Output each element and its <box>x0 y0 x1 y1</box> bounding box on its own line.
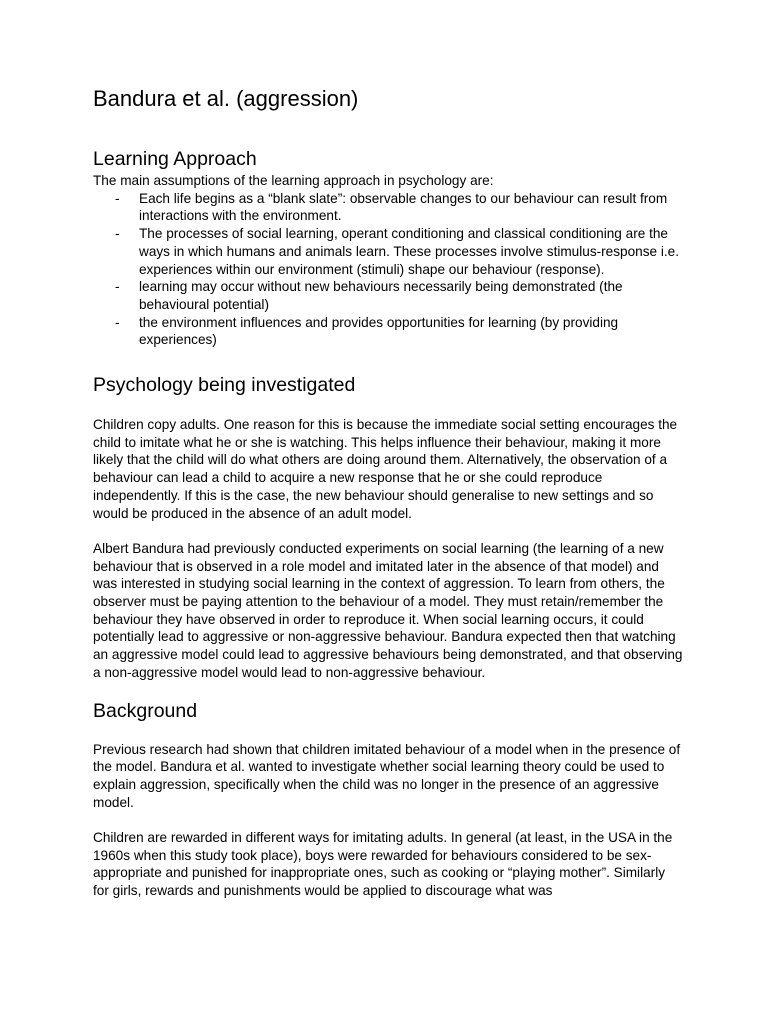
list-item <box>93 190 683 225</box>
list-item <box>93 225 683 278</box>
list-item <box>93 278 683 313</box>
bullet-dash: - <box>115 226 120 242</box>
paragraph: Children are rewarded in different ways for imitating adults. In general (at least, in the USA in the 1960s when this study took place), boys were rewarded for behaviours considered to be sex-appropriate and punished for inappropriate ones, such as cooking or “playing mother”. Similarly for girls, rewards and punishments would be applied to discourage what was <box>93 830 673 899</box>
paragraph: Albert Bandura had previously conducted experiments on social learning (the learning of a new behaviour that is observed in a role model and imitated later in the absence of that model) and was interested in studying social learning in the context of aggression. To learn from others, the observer must be paying attention to the behaviour of a model. They must retain/remember the behaviour they have observed in order to reproduce it. When social learning occurs, it could potentially lead to aggressive or non-aggressive behaviour. Bandura expected then that watching an aggressive model could lead to aggressive behaviours being demonstrated, and that observing a non-aggressive model would lead to non-aggressive behaviour. <box>93 540 683 680</box>
assumptions-list <box>93 190 683 349</box>
section-heading-learning-approach: Learning Approach <box>93 148 257 170</box>
bullet-dash: - <box>115 279 120 295</box>
list-item-text: the environment influences and provides opportunities for learning (by providing experiences) <box>139 314 619 348</box>
list-item-text: The processes of social learning, operant conditioning and classical conditioning are the ways in which humans and animals learn. These processes involve stimulus-response i.e. experiences within our environment (stimuli) shape our behaviour (response). <box>139 226 679 277</box>
paragraph: Previous research had shown that children imitated behaviour of a model when in the presence of the model. Bandura et al. wanted to investigate whether social learning theory could be used to explain aggression, specifically when the child was no longer in the presence of an aggressive model. <box>93 741 681 810</box>
section-heading-background: Background <box>93 699 198 722</box>
list-item-text: Each life begins as a “blank slate”: observable changes to our behaviour can result from interactions with the environment. <box>139 190 668 224</box>
list-item-text: learning may occur without new behaviours necessarily being demonstrated (the behavioural potential) <box>139 279 623 312</box>
paragraph: Children copy adults. One reason for this is because the immediate social setting encourages the child to imitate what he or she is watching. This helps influence their behaviour, making it more likely that the child will do what others are doing around them. Alternatively, the observation of a behaviour can lead a child to acquire a new response that he or she could reproduce independently. If this is the case, the new behaviour should generalise to new settings and so would be produced in the absence of an adult model. <box>93 417 678 521</box>
list-item <box>93 314 683 349</box>
learning-approach-intro: The main assumptions of the learning approach in psychology are: <box>93 173 494 188</box>
document-title: Bandura et al. (aggression) <box>93 86 359 111</box>
section-heading-psychology: Psychology being investigated <box>93 374 356 397</box>
bullet-dash: - <box>115 314 120 330</box>
bullet-dash: - <box>115 190 120 206</box>
document-page <box>93 84 683 900</box>
